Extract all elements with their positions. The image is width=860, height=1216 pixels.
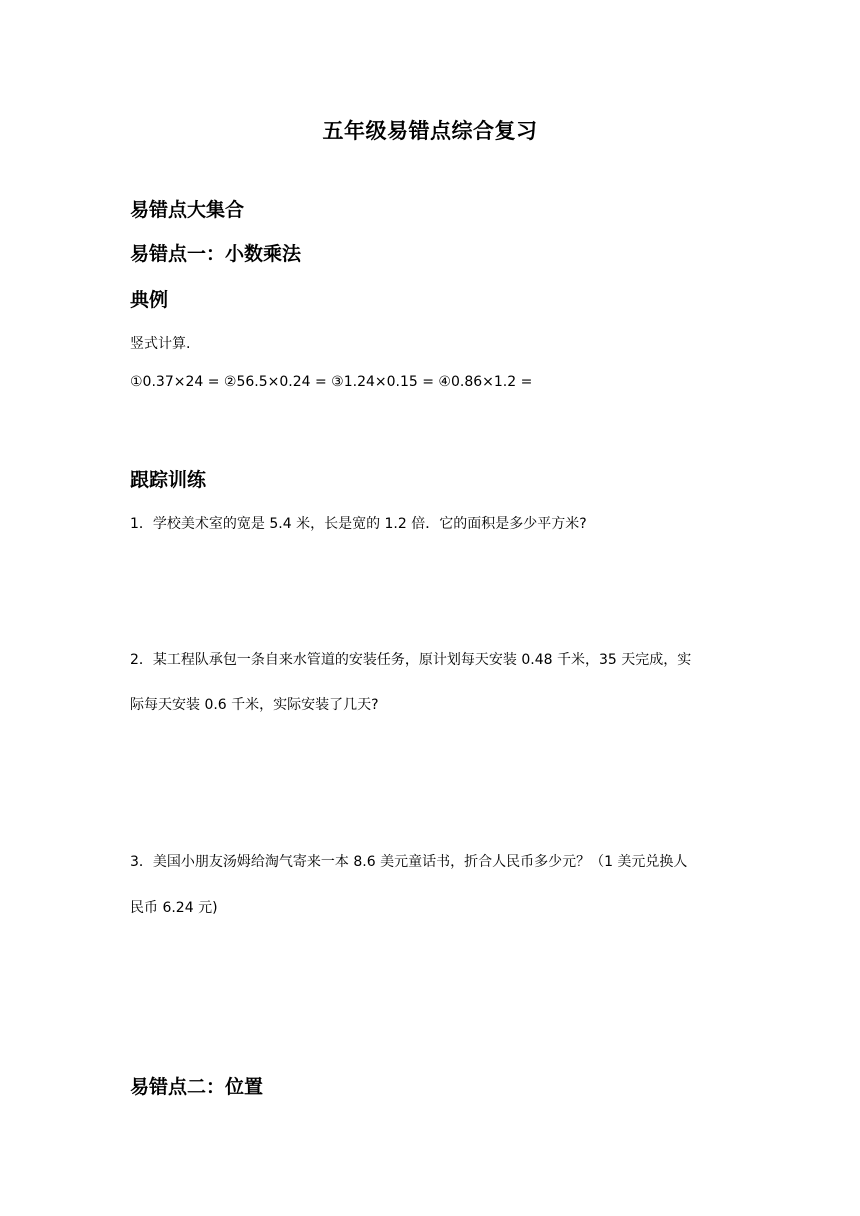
example-instruction: 竖式计算. [130, 336, 191, 352]
document-title: 五年级易错点综合复习 [322, 119, 538, 143]
question-2-line-1: 2．某工程队承包一条自来水管道的安装任务，原计划每天安装 0.48 千米，35 天完成，实 [130, 652, 692, 668]
point2-heading: 易错点二：位置 [130, 1076, 264, 1098]
question-3-line-1: 3．美国小朋友汤姆给淘气寄来一本 8.6 美元童话书，折合人民币多少元？（1 美元兑换人 [130, 854, 688, 870]
question-2-line-2: 际每天安装 0.6 千米，实际安装了几天? [130, 697, 379, 713]
example-problems: ①0.37×24 = ②56.5×0.24 = ③1.24×0.15 = ④0.86×1.2 = [130, 374, 533, 390]
question-1: 1．学校美术室的宽是 5.4 米，长是宽的 1.2 倍．它的面积是多少平方米? [130, 516, 587, 532]
question-3-line-2: 民币 6.24 元) [130, 900, 218, 916]
point1-heading: 易错点一：小数乘法 [130, 243, 302, 265]
section-heading: 易错点大集合 [130, 199, 245, 221]
practice-heading: 跟踪训练 [130, 469, 207, 491]
example-heading: 典例 [130, 289, 169, 311]
